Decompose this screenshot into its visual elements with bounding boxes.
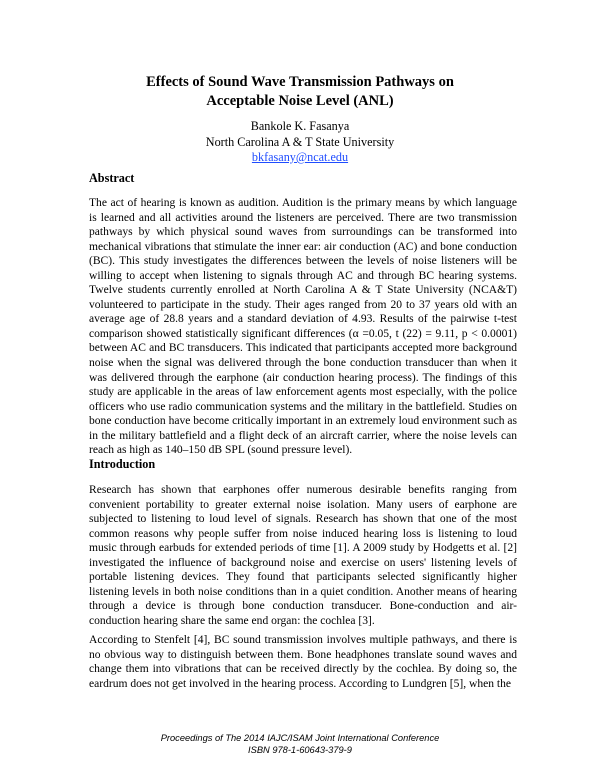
author-name: Bankole K. Fasanya <box>250 119 350 133</box>
author-block <box>0 119 600 166</box>
footer-proceedings: Proceedings of The 2014 IAJC/ISAM Joint International Conference <box>160 733 440 743</box>
introduction-paragraph-2: According to Stenfelt [4], BC sound transmission involves multiple pathways, and there is no obvious way to distinguish between them. Bone headphones translate sound waves and change them into vibrations that can be received directly by the cochlea. By doing so, the eardrum does not get involved in the hearing process. According to Lundgren [5], when the <box>89 634 517 690</box>
introduction-heading: Introduction <box>89 457 156 471</box>
paper-title-line-1: Effects of Sound Wave Transmission Pathways on <box>146 74 454 90</box>
paper-title <box>0 73 600 111</box>
author-affiliation: North Carolina A & T State University <box>205 134 395 149</box>
introduction-paragraph-1: Research has shown that earphones offer numerous desirable benefits ranging from convenient portability to greater external noise isolation. Many users of earphone are subjected to listening to loud level of signals. Research has shown that one of the most common reasons why people suffer from noise induced hearing loss is listening to loud music through earbuds for extended periods of time [1]. A 2009 study by Hodgetts et al. [2] investigated the influence of background noise and exercise on users' listening levels of portable listening devices. They found that participants selected significantly higher listening levels in both noise conditions than in a quiet condition. Another means of hearing through a device is through bone conduction transducer. Bone-conduction and air-conduction hearing share the same end organ: the cochlea [3]. <box>89 484 517 627</box>
author-email-link[interactable]: bkfasany@ncat.edu <box>251 150 349 164</box>
abstract-text: The act of hearing is known as audition. Audition is the primary means by which language is learned and all activities around the listeners are perceived. There are two transmission pathways by which physical sound waves from surroundings can be transformed into mechanical vibrations that stimulate the inner ear: air conduction (AC) and bone conduction (BC). This study investigates the differences between the levels of noise listeners will be willing to accept when listening to signals through AC and through BC hearing systems. Twelve students currently enrolled at North Carolina A & T State University (NCA&T) volunteered to participate in the study. Their ages ranged from 20 to 37 years old with an average age of 28.8 years and a standard deviation of 4.93. Results of the pairwise t-test comparison showed statistically significant differences (α =0.05, t (22) = 9.11, p < 0.0001) between AC and BC transducers. This indicated that participants accepted more background noise when the signal was delivered through the bone conduction transducer than when it was delivered through the earphone (air conduction hearing process). The findings of this study are applicable in the areas of law enforcement agents most especially, with the police officers who use radio communication systems and the military in the battlefield. Studies on bone conduction have become critically important in an extremely loud environment such as in the military battlefield and a flight deck of an aircraft carrier, where the noise levels can reach as high as 140–150 dB SPL (sound pressure level). <box>89 197 517 457</box>
footer-isbn: ISBN 978-1-60643-379-9 <box>248 744 352 755</box>
abstract-heading: Abstract <box>89 171 135 185</box>
page-footer <box>0 733 600 756</box>
paper-title-line-2: Acceptable Noise Level (ANL) <box>206 93 394 109</box>
